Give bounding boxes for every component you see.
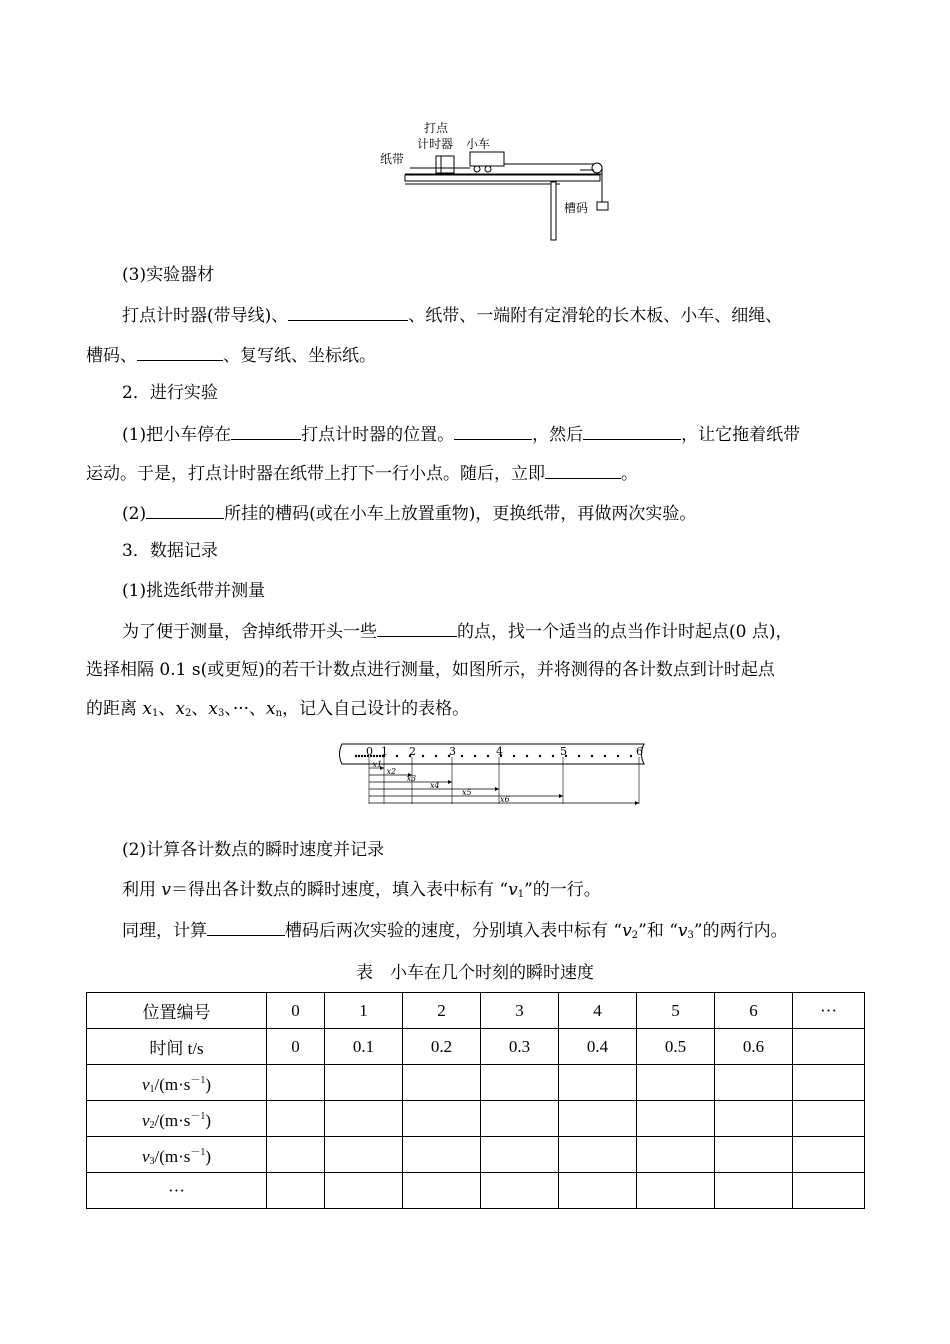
time-cell: 时间 t/s: [87, 1029, 267, 1065]
time-cell: 0.4: [559, 1029, 637, 1065]
tape-label: 纸带: [380, 152, 405, 166]
data-cell[interactable]: [267, 1137, 325, 1173]
table-header-row: [87, 993, 865, 1029]
blank-immediately[interactable]: [545, 462, 621, 479]
tape-dot: [604, 755, 606, 757]
table-leg: [551, 182, 556, 240]
tape-dot: [513, 755, 515, 757]
cart-body: [470, 152, 504, 166]
step2-text-d: ，让它拖着纸带: [681, 425, 801, 445]
pulley-icon: [592, 163, 602, 173]
count-point-label: 4: [496, 745, 503, 758]
timer-label-2: 计时器: [417, 137, 454, 151]
data-cell[interactable]: [637, 1137, 715, 1173]
step2-text-h: 所挂的槽码(或在小车上放置重物)，更换纸带，再做两次实验。: [224, 504, 697, 524]
step2-p2: [122, 502, 902, 524]
data-cell[interactable]: [325, 1065, 403, 1101]
arrow-head-icon: [635, 801, 639, 805]
speed-table: [86, 992, 865, 1209]
tape-dot: [355, 755, 357, 757]
section3-heading: (3)实验器材: [122, 265, 215, 285]
step3-text-b: 的点，找一个适当的点当作计时起点(0 点)，: [457, 622, 793, 642]
tape-dot: [435, 755, 437, 757]
equipment-line-2: [86, 344, 866, 366]
arrow-head-icon: [559, 794, 563, 798]
data-cell[interactable]: [481, 1137, 559, 1173]
count-point-label: 0: [366, 745, 373, 758]
data-cell[interactable]: [793, 1101, 865, 1137]
tape-dot: [422, 755, 424, 757]
more-row: [87, 1173, 865, 1209]
step3-p3: 同理，计算 槽码后两次实验的速度，分别填入表中标有 “$v_2$”和 “$v_3$”的两行内。: [122, 921, 788, 941]
step2-p1-line1: [122, 423, 902, 445]
data-cell[interactable]: [267, 1173, 325, 1209]
cart-label: 小车: [466, 137, 491, 151]
tape-diagram: [336, 738, 654, 816]
time-cell: [793, 1029, 865, 1065]
data-cell[interactable]: [403, 1101, 481, 1137]
distance-label: x1: [372, 760, 383, 769]
count-point-label: 3: [449, 745, 456, 758]
distance-label: x3: [406, 774, 417, 783]
blank-equipment-1[interactable]: [288, 304, 408, 321]
header-cell: 0: [267, 993, 325, 1029]
apparatus-diagram: [370, 118, 630, 246]
count-point-label: 6: [636, 745, 643, 758]
equipment-text-a: 打点计时器(带导线)、: [122, 306, 289, 326]
tape-dot: [461, 755, 463, 757]
data-cell[interactable]: [637, 1101, 715, 1137]
data-cell[interactable]: [325, 1101, 403, 1137]
time-cell: 0.5: [637, 1029, 715, 1065]
arrow-head-icon: [448, 780, 452, 784]
count-point-label: 2: [409, 745, 416, 758]
weight-box: [597, 202, 608, 210]
step2-heading: 2．进行实验: [122, 383, 218, 403]
tape-dot: [358, 755, 360, 757]
distance-label: x5: [462, 788, 472, 797]
data-cell[interactable]: [481, 1101, 559, 1137]
blank-cart-position[interactable]: [231, 423, 301, 440]
v2-row: [87, 1101, 865, 1137]
timer-label-1: 打点: [424, 121, 449, 135]
data-cell[interactable]: [637, 1173, 715, 1209]
step3-sub2: (2)计算各计数点的瞬时速度并记录: [122, 840, 385, 860]
equipment-text-b: 、纸带、一端附有定滑轮的长木板、小车、细绳、: [408, 306, 783, 326]
header-cell: 位置编号: [87, 993, 267, 1029]
distance-label: x6: [500, 795, 510, 804]
time-cell: 0.6: [715, 1029, 793, 1065]
step2-p1-line2: [86, 462, 866, 484]
data-cell[interactable]: [793, 1065, 865, 1101]
time-cell: 0.2: [403, 1029, 481, 1065]
data-cell[interactable]: [715, 1137, 793, 1173]
v1-label: $v_1/(m\cdot s^{-1})$: [87, 1065, 267, 1101]
step2-text-g: (2): [122, 504, 147, 524]
data-cell[interactable]: [325, 1137, 403, 1173]
data-cell[interactable]: [559, 1065, 637, 1101]
header-cell: 1: [325, 993, 403, 1029]
header-cell: 4: [559, 993, 637, 1029]
table-caption: 表 小车在几个时刻的瞬时速度: [356, 963, 594, 983]
time-cell: 0: [267, 1029, 325, 1065]
step3-heading: 3．数据记录: [122, 541, 218, 561]
step3-text-a: 为了便于测量，舍掉纸带开头一些: [122, 622, 377, 642]
blank-change-again[interactable]: [207, 919, 285, 936]
data-cell[interactable]: [403, 1173, 481, 1209]
board: [405, 175, 600, 181]
tape-dot: [361, 755, 363, 757]
step3-p-line2: 选择相隔 0.1 s(或更短)的若干计数点进行测量，如图所示，并将测得的各计数点到计时起点: [86, 660, 775, 680]
tape-dot: [539, 755, 541, 757]
data-cell[interactable]: [559, 1101, 637, 1137]
v2-label: $v_2/(m\cdot s^{-1})$: [87, 1101, 267, 1137]
data-cell[interactable]: [481, 1173, 559, 1209]
time-row: [87, 1029, 865, 1065]
equipment-text-c: 槽码、: [86, 346, 137, 366]
v3-label: $v_3/(m\cdot s^{-1})$: [87, 1137, 267, 1173]
tape-dot: [396, 755, 398, 757]
step3-text-k: ”的两行内。: [693, 921, 788, 941]
step3-text-f: 利用: [122, 880, 156, 900]
distance-label: x2: [386, 767, 397, 776]
data-cell[interactable]: [403, 1137, 481, 1173]
tape-dot: [552, 755, 554, 757]
step3-p-line3: 的距离 $x_1$、$x_2$、$x_3$、···、$x_n$，记入自己设计的表格。: [86, 699, 470, 719]
equipment-text-d: 、复写纸、坐标纸。: [223, 346, 376, 366]
equipment-line-1: [122, 304, 902, 326]
data-cell[interactable]: [637, 1065, 715, 1101]
tape-dot: [578, 755, 580, 757]
tape-measures: [369, 760, 639, 805]
cart-wheel-left: [474, 166, 480, 172]
tape-dot: [376, 755, 378, 757]
tape-dot: [617, 755, 619, 757]
tape-dot: [474, 755, 476, 757]
step2-text-f: 。: [621, 464, 638, 484]
header-cell: 2: [403, 993, 481, 1029]
data-cell[interactable]: [715, 1065, 793, 1101]
v3-row: [87, 1137, 865, 1173]
data-cell[interactable]: [403, 1065, 481, 1101]
data-cell[interactable]: [267, 1101, 325, 1137]
step2-text-b: 打点计时器的位置。: [301, 425, 455, 445]
step3-text-e: ，记入自己设计的表格。: [282, 699, 470, 719]
data-cell[interactable]: [793, 1173, 865, 1209]
step3-text-i: 同理，计算: [122, 921, 207, 941]
header-cell: 3: [481, 993, 559, 1029]
weight-label: 槽码: [564, 201, 589, 215]
data-cell[interactable]: [715, 1173, 793, 1209]
tape-dot: [373, 755, 375, 757]
data-cell[interactable]: [267, 1065, 325, 1101]
blank-equipment-2[interactable]: [137, 344, 223, 361]
step3-p-line1: [122, 620, 902, 642]
step2-text-a: (1)把小车停在: [122, 425, 232, 445]
header-cell: 5: [637, 993, 715, 1029]
data-cell[interactable]: [715, 1101, 793, 1137]
step3-p2: 利用 v＝得出各计数点的瞬时速度，填入表中标有 “$v_1$”的一行。: [122, 880, 601, 900]
tape-dot: [487, 755, 489, 757]
cart-wheel-right: [485, 166, 491, 172]
data-cell[interactable]: [559, 1137, 637, 1173]
tape-dot: [630, 755, 632, 757]
blank-then-action[interactable]: [583, 423, 681, 440]
header-cell: ···: [793, 993, 865, 1029]
data-cell[interactable]: [559, 1173, 637, 1209]
distance-label: x4: [430, 781, 440, 790]
data-cell[interactable]: [793, 1137, 865, 1173]
header-cell: 6: [715, 993, 793, 1029]
step3-text-j: 槽码后两次实验的速度，分别填入表中标有 “: [285, 921, 623, 941]
data-cell[interactable]: [325, 1173, 403, 1209]
blank-change-weight[interactable]: [146, 502, 224, 519]
step2-text-c: ，然后: [532, 425, 584, 445]
time-cell: 0.1: [325, 1029, 403, 1065]
blank-dense-points[interactable]: [377, 620, 457, 637]
step3-text-g: 得出各计数点的瞬时速度，填入表中标有 “: [188, 880, 509, 900]
blank-first-action[interactable]: [454, 423, 532, 440]
count-point-label: 5: [560, 745, 567, 758]
step2-text-e: 运动。于是，打点计时器在纸带上打下一行小点。随后，立即: [86, 464, 545, 484]
tape-dot: [591, 755, 593, 757]
data-cell[interactable]: [481, 1065, 559, 1101]
timer-box: [436, 156, 454, 173]
step3-text-d: 的距离: [86, 699, 137, 719]
step3-sub1: (1)挑选纸带并测量: [122, 581, 266, 601]
more-label: ···: [87, 1173, 267, 1209]
count-point-label: 1: [381, 745, 388, 758]
arrow-head-icon: [495, 787, 499, 791]
step3-text-h: ”的一行。: [524, 880, 601, 900]
time-cell: 0.3: [481, 1029, 559, 1065]
v1-row: [87, 1065, 865, 1101]
tape-dot: [526, 755, 528, 757]
